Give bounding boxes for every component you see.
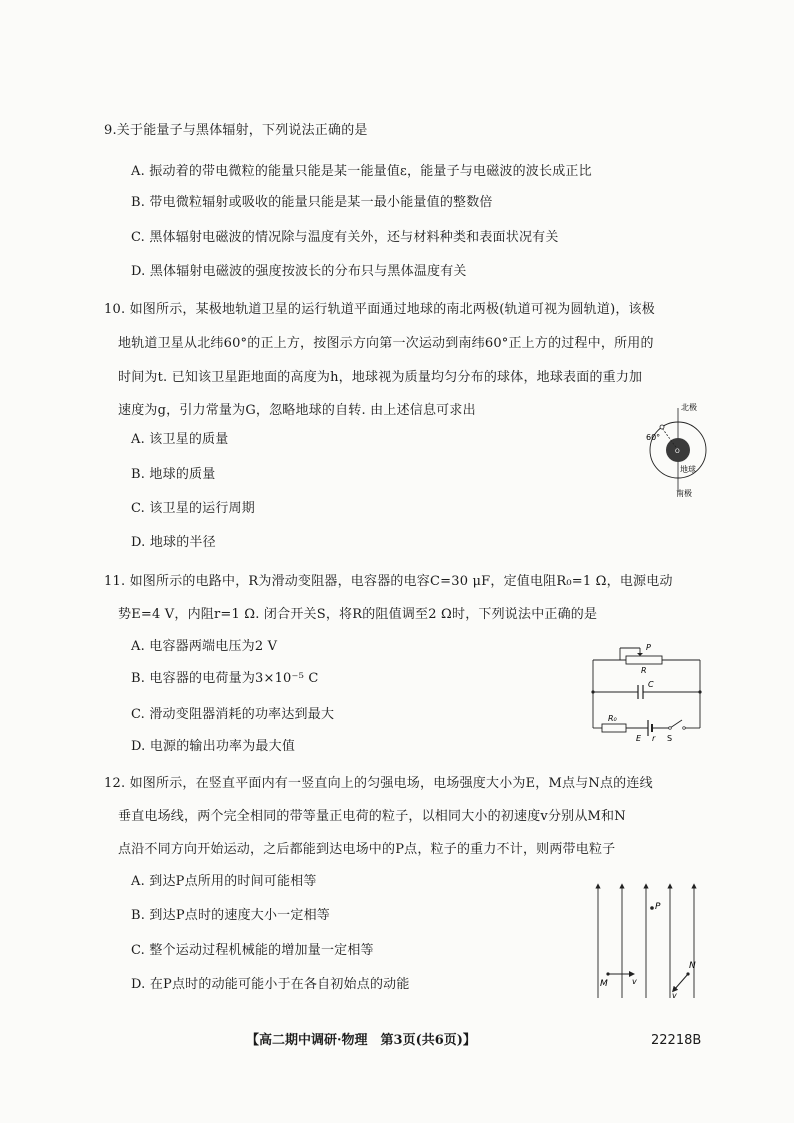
q12-stem-line3: 点沿不同方向开始运动，之后都能到达电场中的P点，粒子的重力不计，则两带电粒子 [118, 842, 616, 857]
q9-option-a: A. 振动着的带电微粒的能量只能是某一能量值ε，能量子与电磁波的波长成正比 [131, 164, 592, 179]
q10-option-a: A. 该卫星的质量 [131, 432, 229, 447]
q10-option-c: C. 该卫星的运行周期 [131, 501, 255, 516]
q12-stem-line1: 12. 如图所示，在竖直平面内有一竖直向上的匀强电场，电场强度大小为E，M点与N点的连线 [104, 776, 653, 791]
q12-option-c: C. 整个运动过程机械能的增加量一定相等 [131, 943, 374, 958]
q11-switch [670, 720, 682, 728]
q10-option-d: D. 地球的半径 [131, 535, 216, 550]
q12-point-p [650, 906, 654, 910]
q11-label-p: P [646, 643, 651, 652]
q11-option-c: C. 滑动变阻器消耗的功率达到最大 [131, 707, 335, 722]
q10-satellite [660, 425, 664, 429]
q9-stem: 9.关于能量子与黑体辐射，下列说法正确的是 [104, 123, 368, 138]
q9-option-b: B. 带电微粒辐射或吸收的能量只能是某一最小能量值的整数倍 [131, 195, 493, 210]
q10-stem-line2: 地轨道卫星从北纬60°的正上方，按图示方向第一次运动到南纬60°正上方的过程中，所用的 [118, 336, 654, 351]
q11-circuit-figure [590, 640, 710, 745]
q11-label-c: C [648, 680, 654, 689]
page-footer-title: 【高二期中调研·物理 第3页(共6页)】 [246, 1033, 476, 1048]
q10-stem-line4: 速度为g，引力常量为G，忽略地球的自转. 由上述信息可求出 [118, 403, 476, 418]
q10-label-south: 南极 [676, 489, 692, 498]
q11-stem-line1: 11. 如图所示的电路中，R为滑动变阻器，电容器的电容C=30 μF，定值电阻R₀=1 Ω，电源电动 [104, 574, 673, 589]
q10-label-angle: 60° [646, 433, 661, 442]
q11-label-r0: R₀ [608, 714, 617, 723]
q12-option-b: B. 到达P点时的速度大小一定相等 [131, 908, 330, 923]
q12-option-a: A. 到达P点所用的时间可能相等 [131, 874, 317, 889]
q11-label-r: R [641, 666, 647, 675]
q11-option-a: A. 电容器两端电压为2 V [131, 639, 278, 654]
q10-label-earth: 地球 [680, 465, 696, 474]
q10-label-center: O [675, 448, 680, 455]
q12-velocity-n [674, 974, 688, 990]
q12-label-m: M [600, 979, 608, 989]
q12-stem-line2: 垂直电场线，两个完全相同的带等量正电荷的粒子，以相同大小的初速度v分别从M和N [118, 809, 626, 824]
q12-label-n: N [689, 961, 696, 971]
q10-stem-line1: 10. 如图所示，某极地轨道卫星的运行轨道平面通过地球的南北两极(轨道可视为圆轨道)，该极 [104, 302, 655, 317]
q10-option-b: B. 地球的质量 [131, 467, 216, 482]
q10-label-north: 北极 [681, 403, 697, 412]
q11-option-b: B. 电容器的电荷量为3×10⁻⁵ C [131, 671, 319, 686]
page-footer-code: 22218B [651, 1033, 702, 1048]
q12-field-figure [588, 880, 708, 1000]
q9-option-d: D. 黑体辐射电磁波的强度按波长的分布只与黑体温度有关 [131, 264, 467, 279]
q12-label-p: P [655, 902, 661, 912]
q12-label-v1: v [632, 977, 637, 986]
q9-option-c: C. 黑体辐射电磁波的情况除与温度有关外，还与材料种类和表面状况有关 [131, 230, 559, 245]
q12-option-d: D. 在P点时的动能可能小于在各自初始点的动能 [131, 977, 410, 992]
q11-resistor-r0 [602, 724, 626, 732]
q12-label-v2: v [672, 991, 677, 1000]
q11-label-e: E [636, 734, 642, 743]
q11-label-s: S [667, 734, 673, 743]
q11-stem-line2: 势E=4 V，内阻r=1 Ω. 闭合开关S，将R的阻值调至2 Ω时，下列说法中正确的是 [118, 607, 598, 622]
q10-orbit-figure [640, 400, 720, 500]
q11-option-d: D. 电源的输出功率为最大值 [131, 739, 296, 754]
q10-stem-line3: 时间为t. 已知该卫星距地面的高度为h，地球视为质量均匀分布的球体，地球表面的重力加 [118, 370, 643, 385]
q11-label-rin: r [652, 734, 656, 743]
q11-rheostat [626, 656, 662, 664]
